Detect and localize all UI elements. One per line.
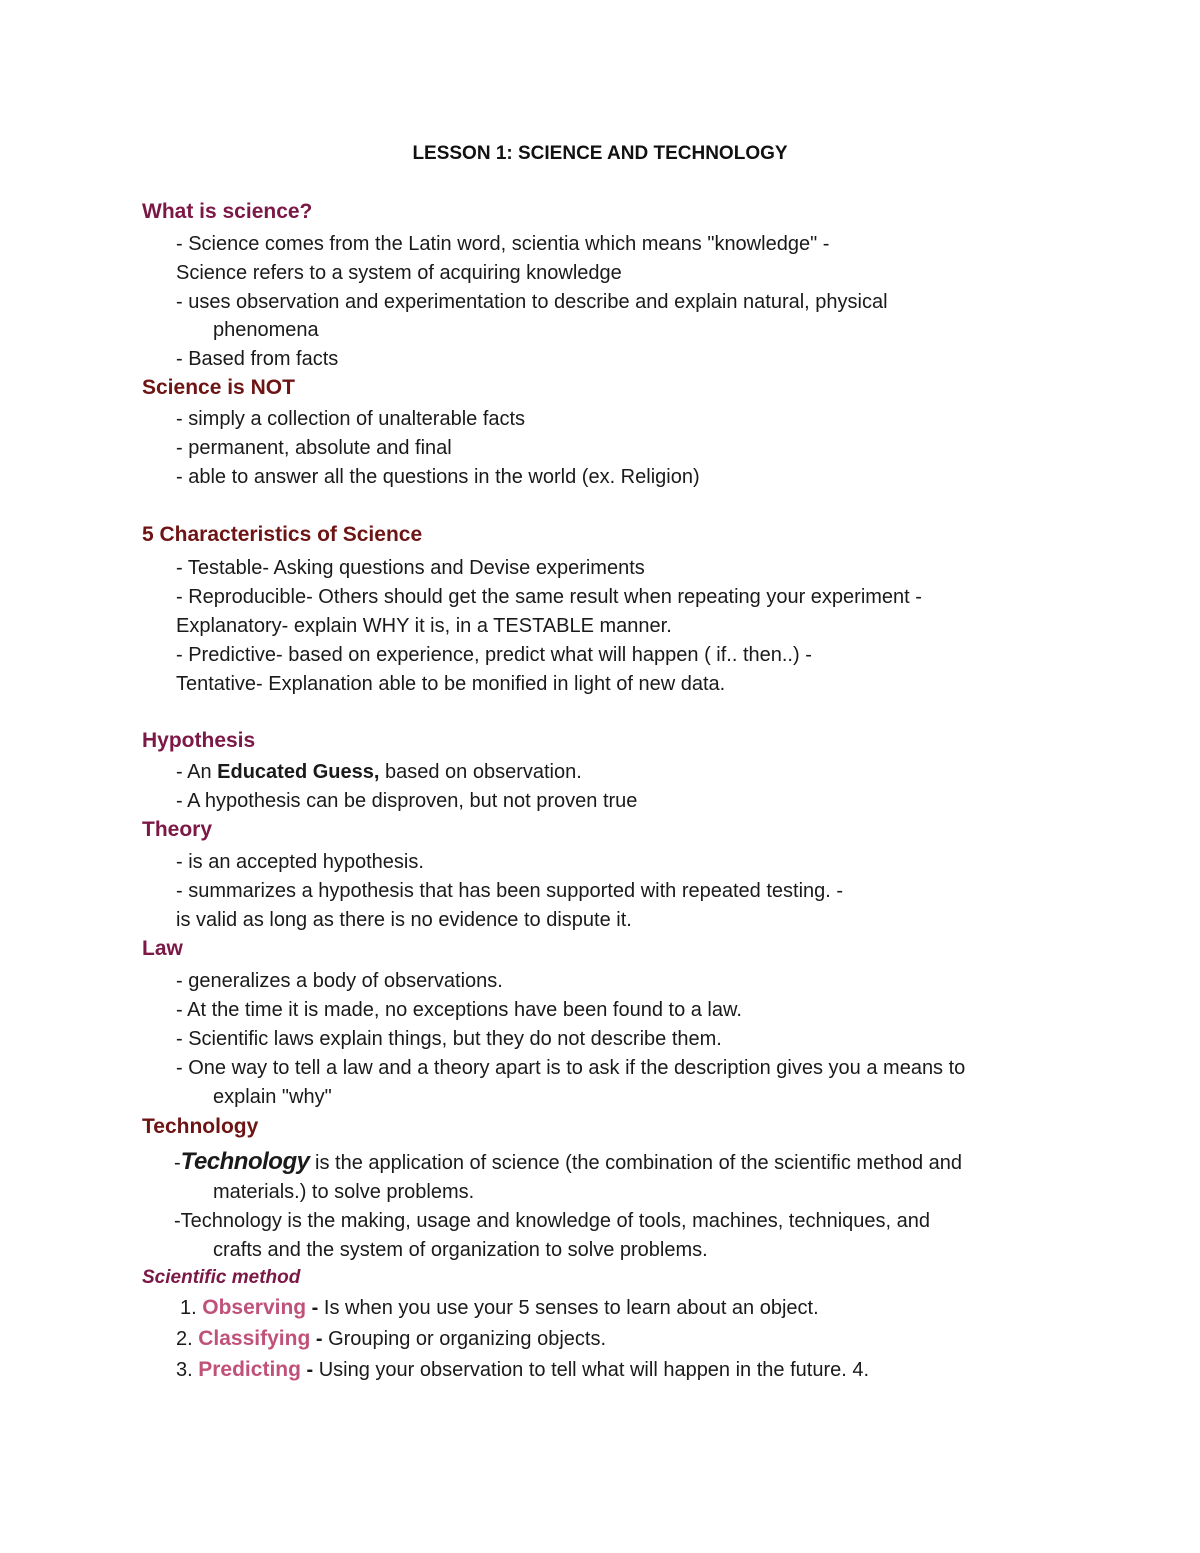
theory-line-2: - summarizes a hypothesis that has been supported with repeated testing. -	[176, 880, 844, 902]
heading-science-is-not: Science is NOT	[142, 376, 295, 399]
heading-scientific-method: Scientific method	[142, 1267, 301, 1288]
characteristics-line-2: - Reproducible- Others should get the same result when repeating your experiment -	[176, 586, 922, 608]
heading-theory: Theory	[142, 818, 213, 841]
heading-what-is-science: What is science?	[142, 200, 313, 223]
step-term-predicting: Predicting	[198, 1358, 301, 1381]
science-line-1: - Science comes from the Latin word, scientia which means "knowledge" -	[176, 233, 830, 255]
method-step-2: 2. Classifying - Grouping or organizing objects.	[176, 1327, 607, 1350]
hypothesis-line-2: - A hypothesis can be disproven, but not proven true	[176, 790, 638, 812]
hypothesis-line-1: - An Educated Guess, based on observation.	[176, 761, 582, 783]
method-step-1: 1. Observing - Is when you use your 5 senses to learn about an object.	[180, 1296, 819, 1319]
technology-line-3: -Technology is the making, usage and knowledge of tools, machines, techniques, and	[174, 1210, 931, 1232]
law-line-5: explain "why"	[213, 1086, 332, 1108]
heading-technology: Technology	[142, 1115, 259, 1138]
heading-law: Law	[142, 937, 183, 960]
science-line-2: Science refers to a system of acquiring knowledge	[176, 262, 622, 284]
technology-term: Technology	[180, 1148, 310, 1175]
characteristics-line-1: - Testable- Asking questions and Devise experiments	[176, 557, 645, 579]
heading-hypothesis: Hypothesis	[142, 729, 256, 752]
characteristics-line-5: Tentative- Explanation able to be monified in light of new data.	[176, 673, 726, 695]
not-science-line-2: - permanent, absolute and final	[176, 437, 452, 459]
not-science-line-3: - able to answer all the questions in the world (ex. Religion)	[176, 466, 700, 488]
page-title: LESSON 1: SCIENCE AND TECHNOLOGY	[412, 143, 788, 164]
law-line-2: - At the time it is made, no exceptions have been found to a law.	[176, 999, 742, 1021]
method-step-3: 3. Predicting - Using your observation to tell what will happen in the future. 4.	[176, 1358, 870, 1381]
step-term-observing: Observing	[202, 1296, 307, 1319]
not-science-line-1: - simply a collection of unalterable facts	[176, 408, 526, 430]
theory-line-1: - is an accepted hypothesis.	[176, 851, 424, 873]
science-line-5: - Based from facts	[176, 348, 339, 370]
characteristics-line-3: Explanatory- explain WHY it is, in a TESTABLE manner.	[176, 615, 672, 637]
law-line-4: - One way to tell a law and a theory apart is to ask if the description gives you a means to	[176, 1057, 966, 1079]
educated-guess-term: Educated Guess,	[217, 761, 380, 783]
step-term-classifying: Classifying	[198, 1327, 311, 1350]
technology-line-2: materials.) to solve problems.	[213, 1181, 475, 1203]
law-line-1: - generalizes a body of observations.	[176, 970, 503, 992]
characteristics-line-4: - Predictive- based on experience, predict what will happen ( if.. then..) -	[176, 644, 812, 666]
heading-characteristics: 5 Characteristics of Science	[142, 523, 423, 546]
theory-line-3: is valid as long as there is no evidence to dispute it.	[176, 909, 632, 931]
technology-line-4: crafts and the system of organization to solve problems.	[213, 1239, 708, 1261]
science-line-4: phenomena	[213, 319, 319, 341]
technology-line-1: -Technology is the application of science (the combination of the scientific method and	[174, 1148, 963, 1175]
science-line-3: - uses observation and experimentation to describe and explain natural, physical	[176, 291, 888, 313]
law-line-3: - Scientific laws explain things, but they do not describe them.	[176, 1028, 722, 1050]
